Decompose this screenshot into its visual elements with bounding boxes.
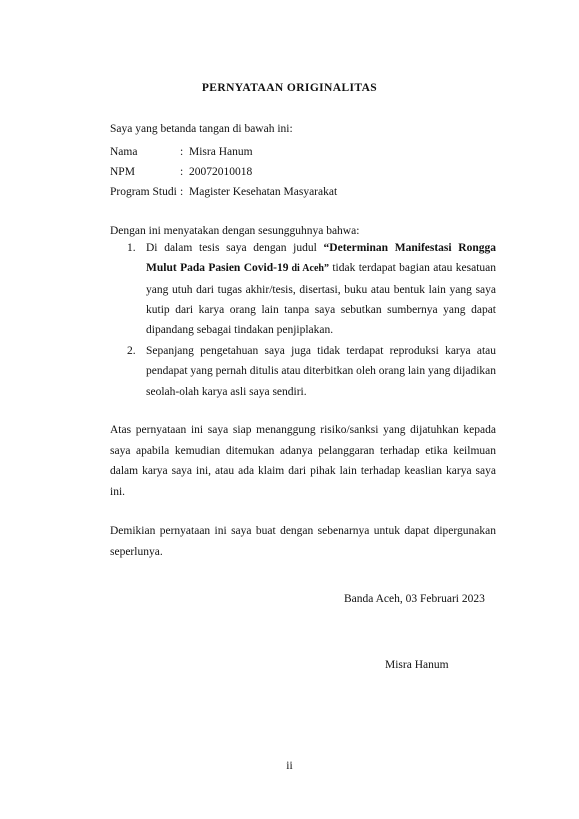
page-number: ii (286, 760, 293, 772)
declaration-intro: Dengan ini menyatakan dengan sesungguhnya bahwa: (110, 225, 360, 237)
field-colon: : (180, 186, 184, 198)
field-value: Misra Hanum (189, 146, 253, 158)
field-colon: : (180, 166, 184, 178)
item-text-post: tidak terdapat bagian atau kesatuan yang utuh dari tugas akhir/tesis, disertasi, buku atau bentuk lain yang saya kutip dari karya orang lain tanpa saya sebutkan sumbernya yang dapat dipandang sebagai tindakan penjiplakan. (146, 262, 496, 337)
list-number: 2. (127, 345, 136, 357)
list-item: Sepanjang pengetahuan saya juga tidak terdapat reproduksi karya atau pendapat yang pernah ditulis atau diterbitkan oleh orang lain yang dijadikan seolah-olah karya asli saya sendiri. (146, 345, 497, 398)
list-item (146, 238, 496, 340)
page-title: PERNYATAAN ORIGINALITAS (201, 82, 378, 94)
list-number: 1. (127, 242, 136, 254)
place-date: Banda Aceh, 03 Februari 2023 (344, 593, 485, 605)
field-label: Program Studi (110, 186, 177, 198)
field-label: Nama (110, 146, 138, 158)
field-value: 20072010018 (189, 166, 253, 178)
item-text-pre: Di dalam tesis saya dengan judul (146, 242, 324, 254)
risk-paragraph: Atas pernyataan ini saya siap menanggung risiko/sanksi yang dijatuhkan kepada saya apabila kemudian ditemukan adanya pelanggaran terhadap etika keilmuan dalam karya saya ini, atau ada klaim dari pihak lain terhadap keaslian karya saya ini. (110, 424, 496, 498)
field-label: NPM (110, 166, 135, 178)
signatory-name: Misra Hanum (385, 659, 449, 671)
field-colon: : (180, 146, 184, 158)
intro-text: Saya yang betanda tangan di bawah ini: (110, 123, 293, 135)
field-value: Magister Kesehatan Masyarakat (189, 186, 338, 198)
thesis-title: “Determinan Manifestasi Rongga Mulut Pada Pasien Covid-19 di Aceh” (146, 242, 496, 275)
closing-paragraph: Demikian pernyataan ini saya buat dengan sebenarnya untuk dapat dipergunakan seperlunya. (110, 525, 496, 558)
